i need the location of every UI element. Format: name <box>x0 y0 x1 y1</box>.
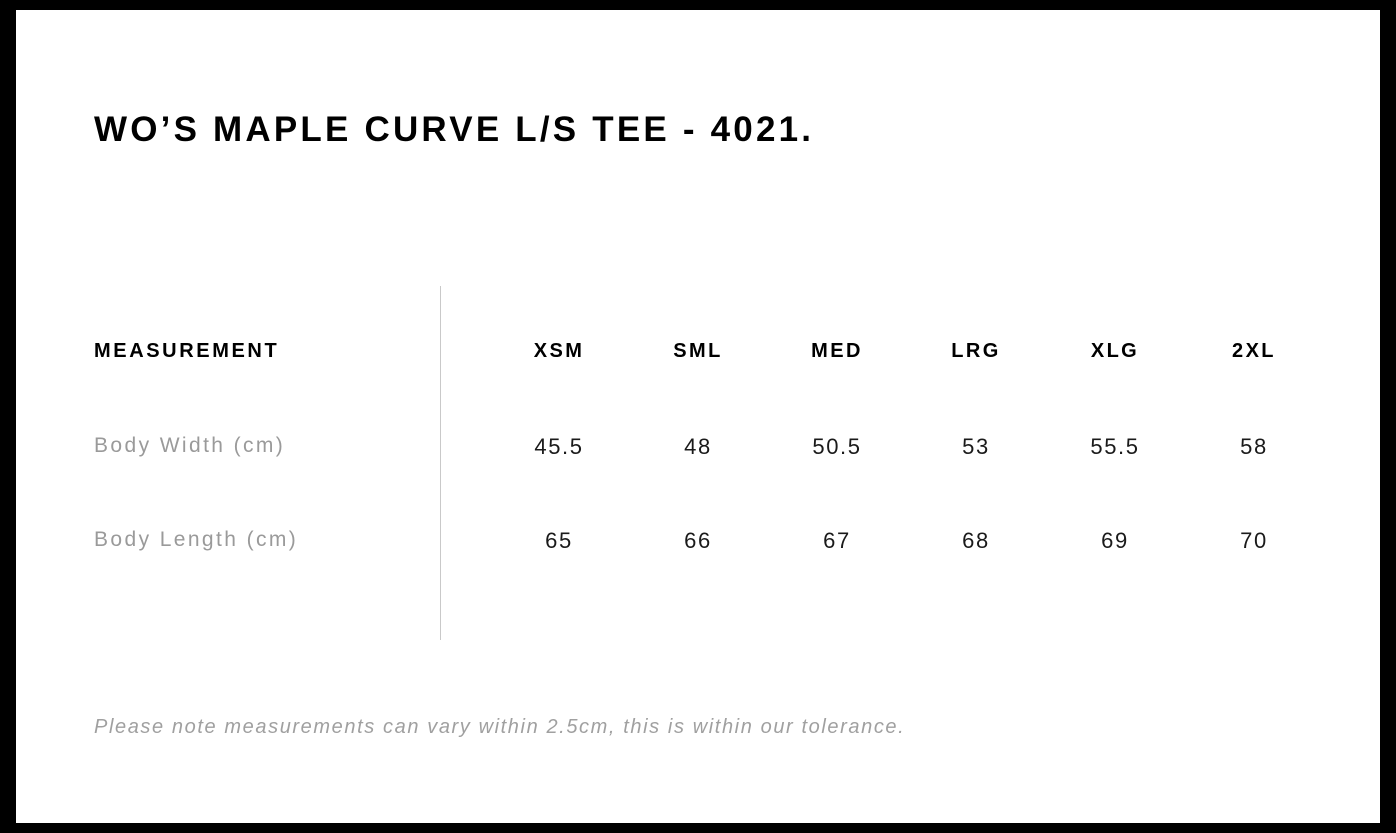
table-cell: 55.5 <box>1090 434 1140 459</box>
column-header-size: MED <box>811 340 863 362</box>
table-cell: 66 <box>684 528 712 553</box>
column-header-size: XLG <box>1090 340 1140 362</box>
table-cell: 65 <box>545 528 573 553</box>
table-cell: 68 <box>962 528 990 553</box>
column-header-size: LRG <box>951 340 1001 362</box>
table-cell: 53 <box>962 434 990 459</box>
column-header-size: XSM <box>533 340 585 362</box>
table-cell: 67 <box>823 528 851 553</box>
table-cell: 45.5 <box>534 434 584 459</box>
table-cell: 58 <box>1240 434 1268 459</box>
table-row <box>16 528 1380 622</box>
size-table <box>16 340 1380 622</box>
table-header-row <box>16 340 1380 434</box>
tolerance-note: Please note measurements can vary within 2.5cm, this is within our tolerance. <box>94 716 906 738</box>
table-cell: 48 <box>684 434 712 459</box>
column-header-size: SML <box>673 340 723 362</box>
table-row <box>16 434 1380 528</box>
column-header-size: 2XL <box>1232 340 1276 362</box>
column-header-measurement: MEASUREMENT <box>94 340 280 362</box>
size-chart-page <box>16 10 1380 823</box>
table-cell: 50.5 <box>812 434 862 459</box>
table-cell: 69 <box>1101 528 1129 553</box>
row-label: Body Length (cm) <box>94 528 299 551</box>
table-cell: 70 <box>1240 528 1268 553</box>
page-title: WO’S MAPLE CURVE L/S TEE - 4021. <box>94 110 815 149</box>
row-label: Body Width (cm) <box>94 434 286 457</box>
